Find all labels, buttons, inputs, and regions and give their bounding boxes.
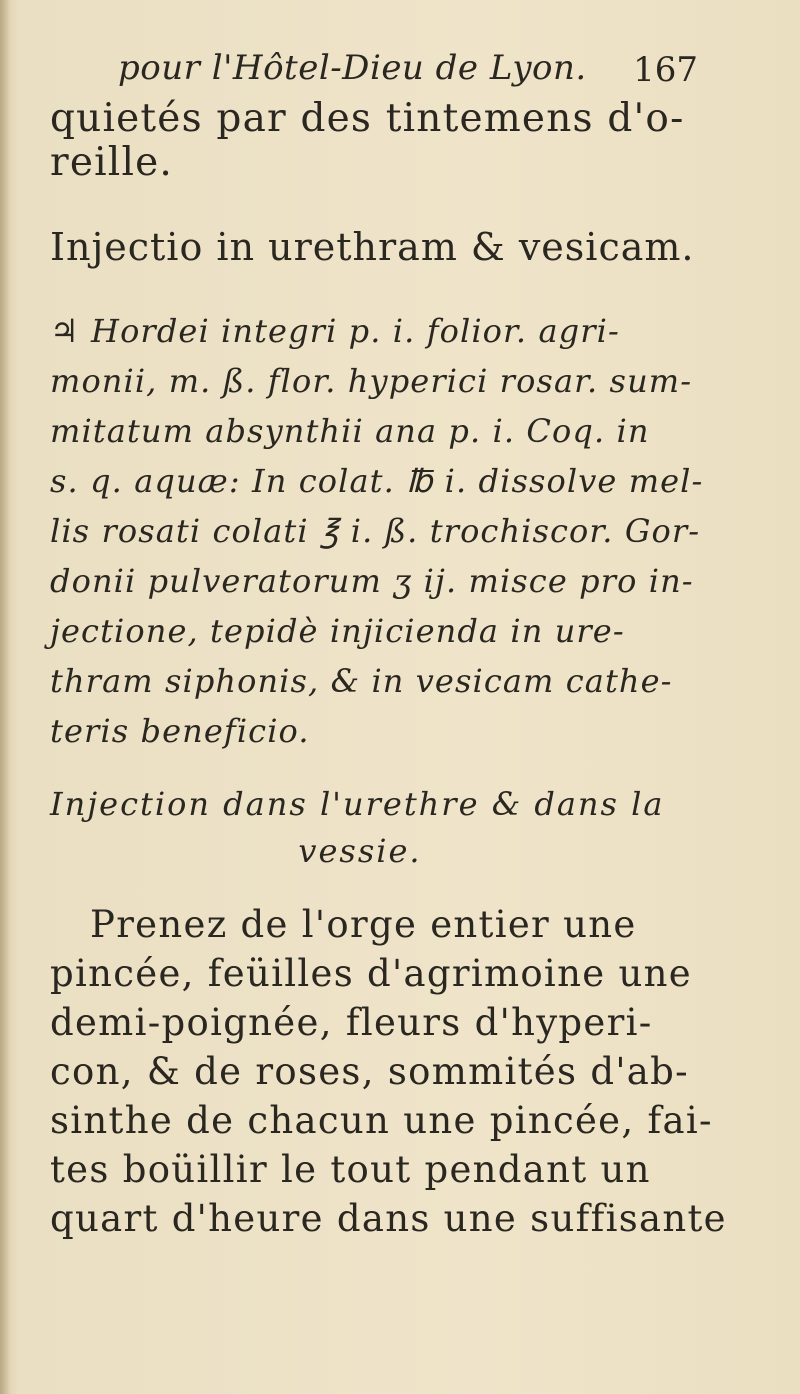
running-title: pour l'Hôtel-Dieu de Lyon.	[118, 48, 587, 88]
recipe-line: teris beneficio.	[50, 712, 310, 750]
body-line: sinthe de chacun une pincée, fai-	[50, 1099, 713, 1142]
section-heading-latin: Injectio in urethram & vesicam.	[50, 225, 695, 269]
binding-shadow	[0, 0, 10, 1394]
body-line: demi-poignée, fleurs d'hyperi-	[50, 1001, 653, 1044]
section-heading-french-cont: vessie.	[298, 832, 422, 870]
recipe-line: thram siphonis, & in vesicam cathe-	[50, 662, 673, 700]
body-line: con, & de roses, sommités d'ab-	[50, 1050, 689, 1093]
recipe-line: monii, m. ß. flor. hyperici rosar. sum-	[50, 362, 693, 400]
body-line: quart d'heure dans une suffisante	[50, 1197, 727, 1240]
recipe-line: mitatum absynthii ana p. i. Coq. in	[50, 412, 650, 450]
recipe-line: donii pulveratorum ʒ ij. misce pro in-	[50, 562, 694, 600]
recipe-line: jectione, tepidè injicienda in ure-	[50, 612, 625, 650]
recipe-line: lis rosati colati ℥ i. ß. trochiscor. Gor-	[50, 512, 701, 550]
running-head	[118, 48, 698, 98]
body-line: pincée, feüilles d'agrimoine une	[50, 952, 692, 995]
text-line: reille.	[50, 140, 174, 185]
body-line: Prenez de l'orge entier une	[90, 903, 637, 946]
recipe-line: ♃ Hordei integri p. i. folior. agri-	[50, 312, 620, 350]
text-line: quietés par des tintemens d'o-	[50, 96, 685, 141]
page-number: 167	[633, 50, 698, 90]
body-line: tes boüillir le tout pendant un	[50, 1148, 651, 1191]
recipe-line: s. q. aquæ: In colat. ℔ i. dissolve mel-	[50, 462, 704, 500]
section-heading-french: Injection dans l'urethre & dans la	[50, 785, 665, 823]
